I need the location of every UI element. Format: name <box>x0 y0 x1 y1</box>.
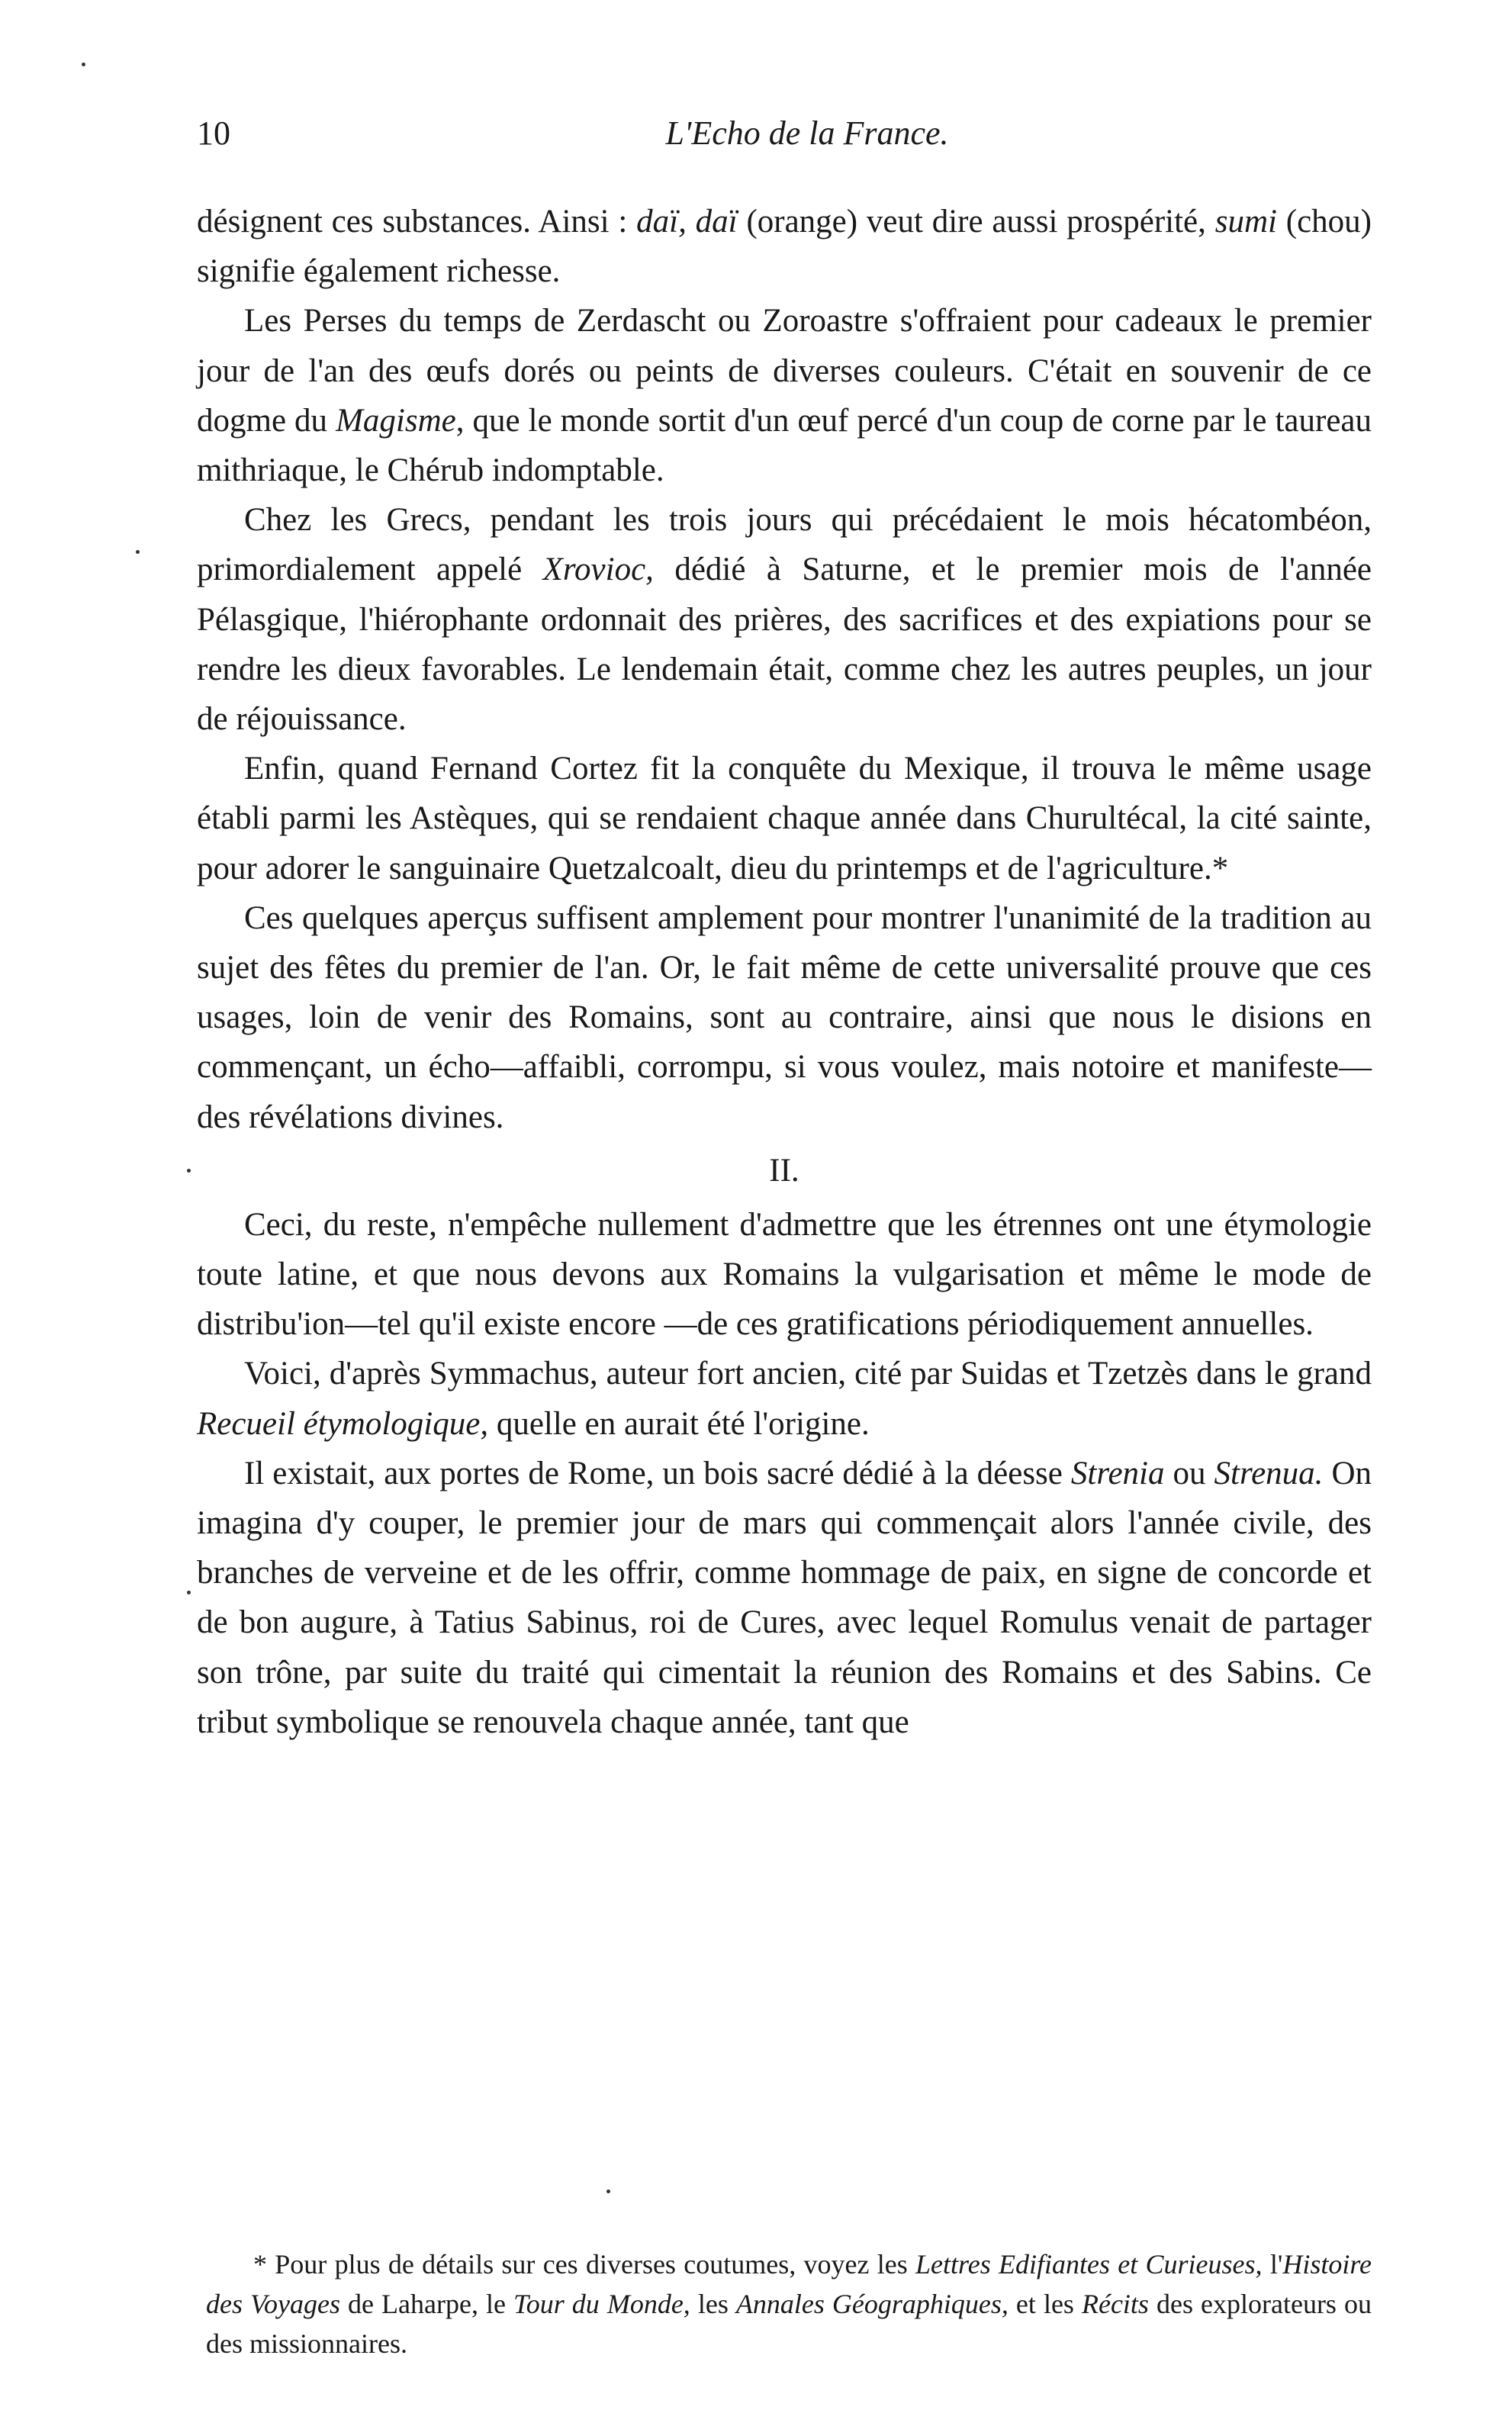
page-number: 10 <box>197 114 230 152</box>
paragraph <box>197 1200 1372 1350</box>
paragraph <box>197 495 1372 744</box>
text-run: Ces quelques aperçus suffisent amplement pour montrer l'unanimité de la tradition au sujet des fêtes du premier de l'an. Or, le fait même de cette universalité prouve que ces usages, loin de venir des Romains, sont au contraire, ainsi que nous le disions en commençant, un écho—affaibli, corrompu, si vous voulez, mais notoire et manifeste—des révélations divines. <box>197 899 1372 1135</box>
italic-text: Annales Géographiques, <box>735 2289 1009 2319</box>
text-run: de Laharpe, le <box>340 2289 514 2319</box>
italic-text: Tour du Monde, <box>513 2289 690 2319</box>
page-header <box>197 111 1372 156</box>
text-run: (orange) veut dire aussi prospérité, <box>737 204 1215 240</box>
italic-text: Histoire des Voyages <box>206 2249 1372 2319</box>
italic-text: sumi <box>1214 204 1277 240</box>
paragraph <box>197 744 1372 893</box>
scan-speck <box>187 1591 191 1594</box>
scan-speck <box>606 2190 610 2193</box>
text-run: Voici, d'après Symmachus, auteur fort ancien, cité par Suidas et Tzetzès dans le grand <box>244 1356 1372 1392</box>
text-run: désignent ces substances. Ainsi : <box>197 204 637 240</box>
text-run: , que le monde sortit d'un œuf percé d'un coup de corne par le taureau mithriaque, le Chérub indomptable. <box>197 402 1372 489</box>
paragraph <box>197 296 1372 495</box>
section-heading <box>197 1145 1372 1197</box>
text-run: On imagina d'y couper, le premier jour de mars qui commençait alors l'année civile, des branches de verveine et de les offrir, comme hommage de paix, en signe de concorde et de bon augure, à Tatius Sabinus, roi de Cures, avec lequel Romulus venait de partager son trône, par suite du traité qui cimentait la réunion des Romains et des Sabins. Ce tribut symbolique se renouvela chaque année, tant que <box>197 1455 1372 1740</box>
italic-text: Récits <box>1081 2289 1149 2319</box>
text-run: Les Perses du temps de Zerdascht ou Zoroastre s'offraient pour cadeaux le premier jour de l'an des œufs dorés ou peints de diverses couleurs. C'était en souvenir de ce dogme du <box>197 303 1372 439</box>
text-run: Il existait, aux portes de Rome, un bois sacré dédié à la déesse <box>244 1455 1071 1491</box>
text-run: quelle en aurait été l'origine. <box>488 1405 870 1442</box>
italic-text: Strenua. <box>1214 1455 1324 1491</box>
text-run: et les <box>1008 2289 1082 2319</box>
text-run: Ceci, du reste, n'empêche nullement d'admettre que les étrennes ont une étymologie toute latine, et que nous devons aux Romains la vulgarisation et même le mode de distribu'ion—tel qu'il existe encore —de ces gratifications périodiquement annuelles. <box>197 1206 1372 1343</box>
text-run: l' <box>1262 2249 1283 2280</box>
text-run: les <box>690 2289 736 2319</box>
italic-text: Lettres Edifiantes et Curieuses, <box>915 2249 1263 2280</box>
text-run: Chez les Grecs, pendant les trois jours qui précédaient le mois hécatombéon, primordialement appelé <box>197 502 1372 588</box>
text-run: * Pour plus de détails sur ces diverses coutumes, voyez les <box>253 2249 916 2280</box>
italic-text: Magisme <box>336 402 456 439</box>
scan-speck <box>136 550 140 554</box>
scan-speck <box>187 1169 191 1173</box>
scan-speck <box>82 63 85 66</box>
italic-text: Strenia <box>1070 1455 1165 1491</box>
text-run: Enfin, quand Fernand Cortez fit la conquête du Mexique, il trouva le même usage établi parmi les Astèques, qui se rendaient chaque année dans Churultécal, la cité sainte, pour adorer le sanguinaire Quetzalcoalt, dieu du printemps et de l'agriculture.* <box>197 751 1372 886</box>
footnote <box>206 2244 1372 2363</box>
footnote-text <box>206 2244 1372 2363</box>
text-run: (chou) signifie également richesse. <box>197 204 1372 290</box>
text-run: ou <box>1164 1455 1214 1491</box>
italic-text: daï, daï <box>636 204 738 240</box>
main-text <box>197 197 1372 1747</box>
text-run: des explorateurs ou des missionnaires. <box>206 2289 1372 2359</box>
italic-text: Xrovioc, <box>542 552 654 588</box>
text-run: II. <box>769 1152 799 1189</box>
paragraph <box>197 1349 1372 1448</box>
paragraph <box>197 893 1372 1142</box>
text-run: dédié à Saturne, et le premier mois de l'année Pélasgique, l'hiérophante ordonnait des prières, des sacrifices et des expiations pour se rendre les dieux favorables. Le lendemain était, comme chez les autres peuples, un jour de réjouissance. <box>197 552 1372 738</box>
paragraph <box>197 1449 1372 1747</box>
italic-text: Recueil étymologique, <box>197 1405 489 1442</box>
running-title: L'Echo de la France. <box>665 114 949 152</box>
paragraph <box>197 197 1372 296</box>
